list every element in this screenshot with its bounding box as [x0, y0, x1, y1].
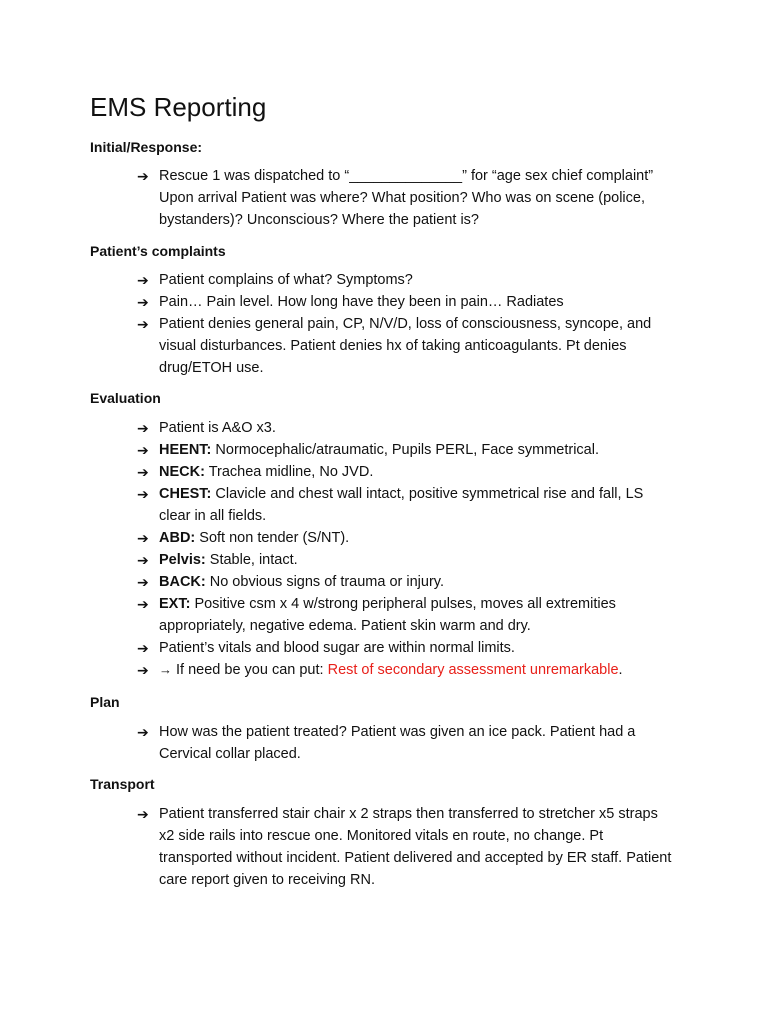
list-item	[137, 165, 677, 231]
pelvis-text: Stable, intact.	[205, 552, 298, 568]
list-item	[137, 291, 677, 313]
bullet-text: Patient denies general pain, CP, N/V/D, loss of consciousness, syncope, and visual disturbances. Patient denies hx of taking anticoagulants. Pt denies drug/ETOH use.	[159, 316, 652, 376]
arrow-right-icon: ➔	[137, 806, 149, 822]
back-label: BACK:	[159, 574, 206, 590]
arrow-right-icon: ➔	[137, 640, 149, 656]
chest-label: CHEST:	[159, 486, 212, 502]
arrow-right-icon: ➔	[137, 662, 149, 678]
list-item	[137, 659, 677, 681]
arrow-right-icon: ➔	[137, 294, 149, 310]
abd-label: ABD:	[159, 530, 196, 546]
list-item	[137, 721, 677, 765]
document-title: EMS Reporting	[90, 92, 267, 122]
bullet-text: Rescue 1 was dispatched to “______________” for “age sex chief complaint” Upon arrival Patient was where? What position? Who was on scene (police, bystanders)? Unconscious? Where the patient is?	[159, 168, 654, 228]
list-item	[137, 527, 677, 549]
arrow-right-icon: ➔	[137, 596, 149, 612]
back-text: No obvious signs of trauma or injury.	[205, 574, 444, 590]
bullet-text: Patient is A&O x3.	[159, 420, 276, 436]
arrow-right-icon: ➔	[137, 168, 149, 184]
arrow-right-icon: ➔	[137, 442, 149, 458]
ext-label: EXT:	[159, 596, 191, 612]
section-heading-initial-response: Initial/Response:	[90, 139, 203, 155]
small-arrow-icon: →	[159, 662, 172, 677]
plan-list	[137, 721, 677, 765]
arrow-right-icon: ➔	[137, 486, 149, 502]
list-item	[137, 803, 677, 891]
list-item	[137, 313, 677, 379]
ext-text: Positive csm x 4 w/strong peripheral pulses, moves all extremities appropriately, negative edema. Patient skin warm and dry.	[159, 596, 616, 634]
arrow-right-icon: ➔	[137, 552, 149, 568]
neck-label: NECK:	[159, 464, 205, 480]
note-text: If need be you can put:	[172, 662, 328, 678]
section-heading-evaluation: Evaluation	[90, 390, 161, 406]
bullet-text: How was the patient treated? Patient was given an ice pack. Patient had a Cervical collar placed.	[159, 724, 636, 762]
vitals-text: Patient’s vitals and blood sugar are within normal limits.	[159, 640, 515, 656]
section-heading-patient-complaints: Patient’s complaints	[90, 243, 226, 259]
arrow-right-icon: ➔	[137, 530, 149, 546]
pelvis-label: Pelvis:	[159, 552, 206, 568]
list-item	[137, 439, 677, 461]
note-end: .	[618, 662, 623, 678]
patient-complaints-list	[137, 269, 677, 379]
list-item	[137, 571, 677, 593]
initial-response-list	[137, 165, 677, 231]
bullet-text: Patient transferred stair chair x 2 straps then transferred to stretcher x5 straps x2 side rails into rescue one. Monitored vitals en route, no change. Pt transported without incident. Patient delivered and accepted by ER staff. Patient care report given to receiving RN.	[159, 806, 672, 888]
list-item	[137, 461, 677, 483]
list-item	[137, 593, 677, 637]
chest-text: Clavicle and chest wall intact, positive symmetrical rise and fall, LS clear in all fields.	[159, 486, 644, 524]
neck-text: Trachea midline, No JVD.	[204, 464, 374, 480]
section-heading-transport: Transport	[90, 776, 155, 792]
arrow-right-icon: ➔	[137, 464, 149, 480]
list-item	[137, 417, 677, 439]
bullet-text: Pain… Pain level. How long have they been in pain… Radiates	[159, 294, 564, 310]
heent-label: HEENT:	[159, 442, 212, 458]
arrow-right-icon: ➔	[137, 724, 149, 740]
list-item	[137, 483, 677, 527]
list-item	[137, 637, 677, 659]
arrow-right-icon: ➔	[137, 272, 149, 288]
heent-text: Normocephalic/atraumatic, Pupils PERL, Face symmetrical.	[211, 442, 599, 458]
transport-list	[137, 803, 677, 891]
section-heading-plan: Plan	[90, 694, 120, 710]
arrow-right-icon: ➔	[137, 316, 149, 332]
evaluation-list	[137, 417, 677, 681]
abd-text: Soft non tender (S/NT).	[195, 530, 350, 546]
arrow-right-icon: ➔	[137, 420, 149, 436]
list-item	[137, 549, 677, 571]
list-item	[137, 269, 677, 291]
bullet-text: Patient complains of what? Symptoms?	[159, 272, 413, 288]
arrow-right-icon: ➔	[137, 574, 149, 590]
note-emphasis: Rest of secondary assessment unremarkable	[327, 662, 619, 678]
